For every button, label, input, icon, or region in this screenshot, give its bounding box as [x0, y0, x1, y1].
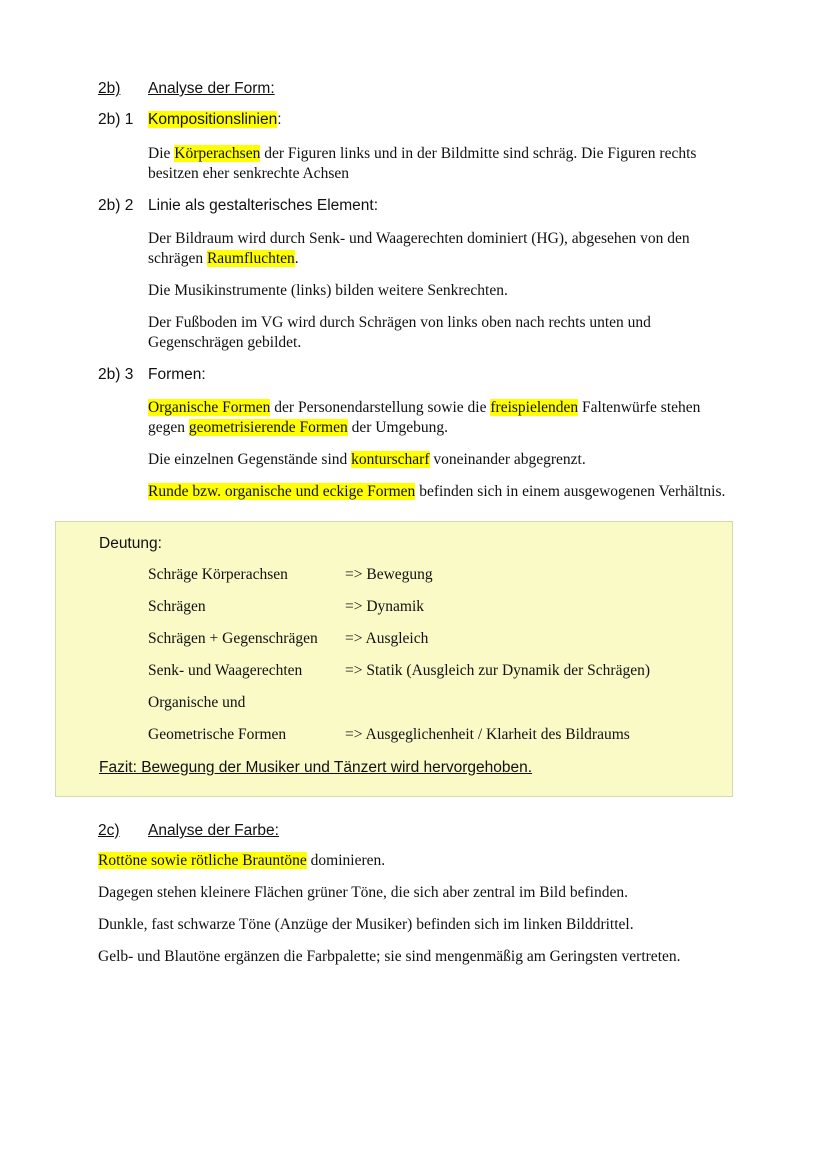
deutung-row-right: => Bewegung — [345, 566, 433, 583]
deutung-row-right: => Dynamik — [345, 598, 425, 615]
section-2b1-label: 2b) 1 — [98, 111, 134, 128]
paragraph: Die einzelnen Gegenstände sind konturscharf voneinander abgegrenzt. — [148, 451, 586, 468]
highlight: Rottöne sowie rötliche Brauntöne — [98, 852, 307, 869]
section-2b-title: Analyse der Form: — [148, 80, 275, 97]
highlight: Körperachsen — [174, 145, 261, 162]
highlight: konturscharf — [351, 451, 430, 468]
farbe-line: Dagegen stehen kleinere Flächen grüner Töne, die sich aber zentral im Bild befinden. — [98, 884, 628, 901]
deutung-row-left: Schrägen + Gegenschrägen — [148, 630, 318, 647]
highlight: Kompositionslinien — [148, 111, 278, 128]
section-2b3-title: Formen: — [148, 366, 206, 383]
section-2b3-label: 2b) 3 — [98, 366, 134, 383]
section-2c-label: 2c) — [98, 822, 120, 839]
deutung-title: Deutung: — [99, 535, 162, 552]
paragraph: Der Bildraum wird durch Senk- und Waagerechten dominiert (HG), abgesehen von den schrägen Raumfluchten. — [148, 230, 690, 267]
highlight: Organische Formen — [148, 399, 271, 416]
highlight: geometrisierende Formen — [188, 419, 348, 436]
deutung-row-right: => Statik (Ausgleich zur Dynamik der Schrägen) — [345, 662, 651, 679]
farbe-line: Dunkle, fast schwarze Töne (Anzüge der Musiker) befinden sich im linken Bilddrittel. — [98, 916, 634, 933]
deutung-row-right: => Ausgeglichenheit / Klarheit des Bildraums — [345, 726, 630, 743]
deutung-box — [55, 521, 733, 797]
deutung-row-left: Organische und — [148, 694, 246, 711]
paragraph: Der Fußboden im VG wird durch Schrägen von links oben nach rechts unten und Gegenschrägen gebildet. — [148, 314, 651, 351]
section-2b-label: 2b) — [98, 80, 121, 97]
paragraph: Runde bzw. organische und eckige Formen befinden sich in einem ausgewogenen Verhältnis. — [148, 483, 726, 500]
section-2b2-title: Linie als gestalterisches Element: — [148, 197, 379, 214]
fazit: Fazit: Bewegung der Musiker und Tänzert wird hervorgehoben. — [99, 759, 533, 776]
paragraph: Die Musikinstrumente (links) bilden weitere Senkrechten. — [148, 282, 508, 299]
section-2c-title: Analyse der Farbe: — [148, 822, 279, 839]
paragraph: Die Körperachsen der Figuren links und in der Bildmitte sind schräg. Die Figuren rechts besitzen eher senkrechte Achsen — [148, 145, 697, 182]
section-2b2-label: 2b) 2 — [98, 197, 134, 214]
deutung-row-left: Schräge Körperachsen — [148, 566, 288, 583]
deutung-row-right: => Ausgleich — [345, 630, 429, 647]
paragraph: Organische Formen der Personendarstellung sowie die freispielenden Faltenwürfe stehen gegen geometrisierende Formen der Umgebung. — [148, 399, 701, 436]
farbe-line: Rottöne sowie rötliche Brauntöne dominieren. — [98, 852, 386, 869]
deutung-row-left: Schrägen — [148, 598, 206, 615]
highlight: Raumfluchten — [206, 250, 295, 267]
section-2b1-title: Kompositionslinien: — [148, 111, 282, 128]
farbe-line: Gelb- und Blautöne ergänzen die Farbpalette; sie sind mengenmäßig am Geringsten vertreten. — [98, 948, 681, 965]
deutung-row-left: Geometrische Formen — [148, 726, 287, 743]
deutung-row-left: Senk- und Waagerechten — [148, 662, 303, 679]
highlight: freispielenden — [490, 399, 579, 416]
highlight: Runde bzw. organische und eckige Formen — [148, 483, 416, 500]
